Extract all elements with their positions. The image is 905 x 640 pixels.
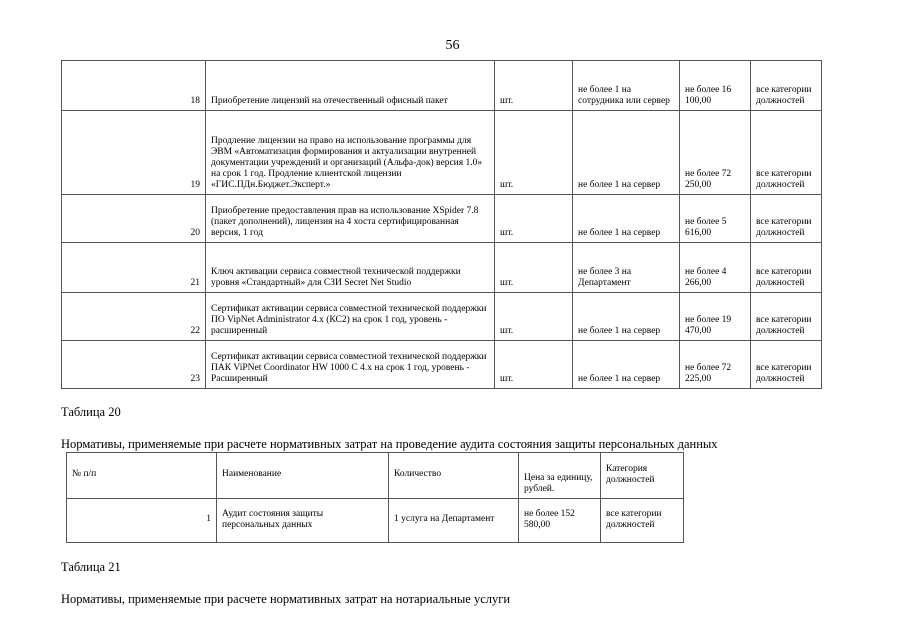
- item-category: все категории должностей: [751, 195, 822, 243]
- table-20-label: Таблица 20: [61, 405, 121, 419]
- item-name: Сертификат активации сервиса совместной технической поддержки ПАК ViPNet Coordinator HW 1000 С 4.x на срок 1 год, уровень - Расширенный: [206, 341, 495, 389]
- item-unit: шт.: [495, 61, 573, 111]
- item-unit: шт.: [495, 243, 573, 293]
- item-quantity: не более 1 на сотрудника или сервер: [573, 61, 680, 111]
- table-header-row: [67, 453, 684, 499]
- item-name: Приобретение лицензий на отечественный офисный пакет: [206, 61, 495, 111]
- header-name: Наименование: [217, 453, 389, 499]
- licenses-table: [61, 60, 822, 389]
- item-category: все категории должностей: [751, 293, 822, 341]
- audit-norms-table: [66, 452, 684, 543]
- item-name: Ключ активации сервиса совместной технической поддержки уровня «Стандартный» для СЗИ Secret Net Studio: [206, 243, 495, 293]
- row-number: 23: [62, 341, 206, 389]
- row-number: 18: [62, 61, 206, 111]
- item-category: все категории должностей: [601, 499, 684, 543]
- item-price: не более 152 580,00: [519, 499, 601, 543]
- item-name: Сертификат активации сервиса совместной технической поддержки ПО VipNet Administrator 4.x (КС2) на срок 1 год, уровень - расширенный: [206, 293, 495, 341]
- item-quantity: не более 1 на сервер: [573, 341, 680, 389]
- table-21-title: Нормативы, применяемые при расчете нормативных затрат на нотариальные услуги: [61, 592, 511, 606]
- table-row: [62, 195, 822, 243]
- item-price: не более 72 225,00: [680, 341, 751, 389]
- table-row: [62, 61, 822, 111]
- item-category: все категории должностей: [751, 243, 822, 293]
- item-name: Продление лицензии на право на использование программы для ЭВМ «Автоматизация формирования и актуализации внутренней документации учреждений и организаций (Альфа-док) версия 1.0» на срок 1 год. Продление клиентской лицензии «ГИС.ПДн.Бюджет.Эксперт.»: [206, 111, 495, 195]
- item-quantity: 1 услуга на Департамент: [389, 499, 519, 543]
- table-21-label: Таблица 21: [61, 560, 121, 574]
- item-price: не более 19 470,00: [680, 293, 751, 341]
- row-number: 20: [62, 195, 206, 243]
- row-number: 22: [62, 293, 206, 341]
- table-row: [62, 293, 822, 341]
- item-name: Приобретение предоставления прав на использование XSpider 7.8 (пакет дополнений), лицензия на 4 хоста сертифицированная версия, 1 год: [206, 195, 495, 243]
- item-price: не более 4 266,00: [680, 243, 751, 293]
- item-quantity: не более 1 на сервер: [573, 111, 680, 195]
- header-price: Цена за единицу, рублей.: [519, 453, 601, 499]
- row-number: 1: [67, 499, 217, 543]
- row-number: 19: [62, 111, 206, 195]
- table-row: [62, 341, 822, 389]
- item-category: все категории должностей: [751, 111, 822, 195]
- header-category: Категория должностей: [601, 453, 684, 499]
- item-category: все категории должностей: [751, 341, 822, 389]
- table-row: [62, 111, 822, 195]
- item-price: не более 5 616,00: [680, 195, 751, 243]
- row-number: 21: [62, 243, 206, 293]
- item-category: все категории должностей: [751, 61, 822, 111]
- item-unit: шт.: [495, 341, 573, 389]
- header-quantity: Количество: [389, 453, 519, 499]
- header-num: № п/п: [67, 453, 217, 499]
- item-quantity: не более 1 на сервер: [573, 195, 680, 243]
- item-quantity: не более 1 на сервер: [573, 293, 680, 341]
- item-quantity: не более 3 на Департамент: [573, 243, 680, 293]
- item-price: не более 72 250,00: [680, 111, 751, 195]
- item-unit: шт.: [495, 111, 573, 195]
- table-row: [62, 243, 822, 293]
- item-unit: шт.: [495, 195, 573, 243]
- table-row: [67, 499, 684, 543]
- item-price: не более 16 100,00: [680, 61, 751, 111]
- item-name: Аудит состояния защиты персональных данных: [217, 499, 389, 543]
- item-unit: шт.: [495, 293, 573, 341]
- table-20-title: Нормативы, применяемые при расчете нормативных затрат на проведение аудита состояния защиты персональных данных: [61, 437, 718, 451]
- page-number: 56: [445, 38, 460, 53]
